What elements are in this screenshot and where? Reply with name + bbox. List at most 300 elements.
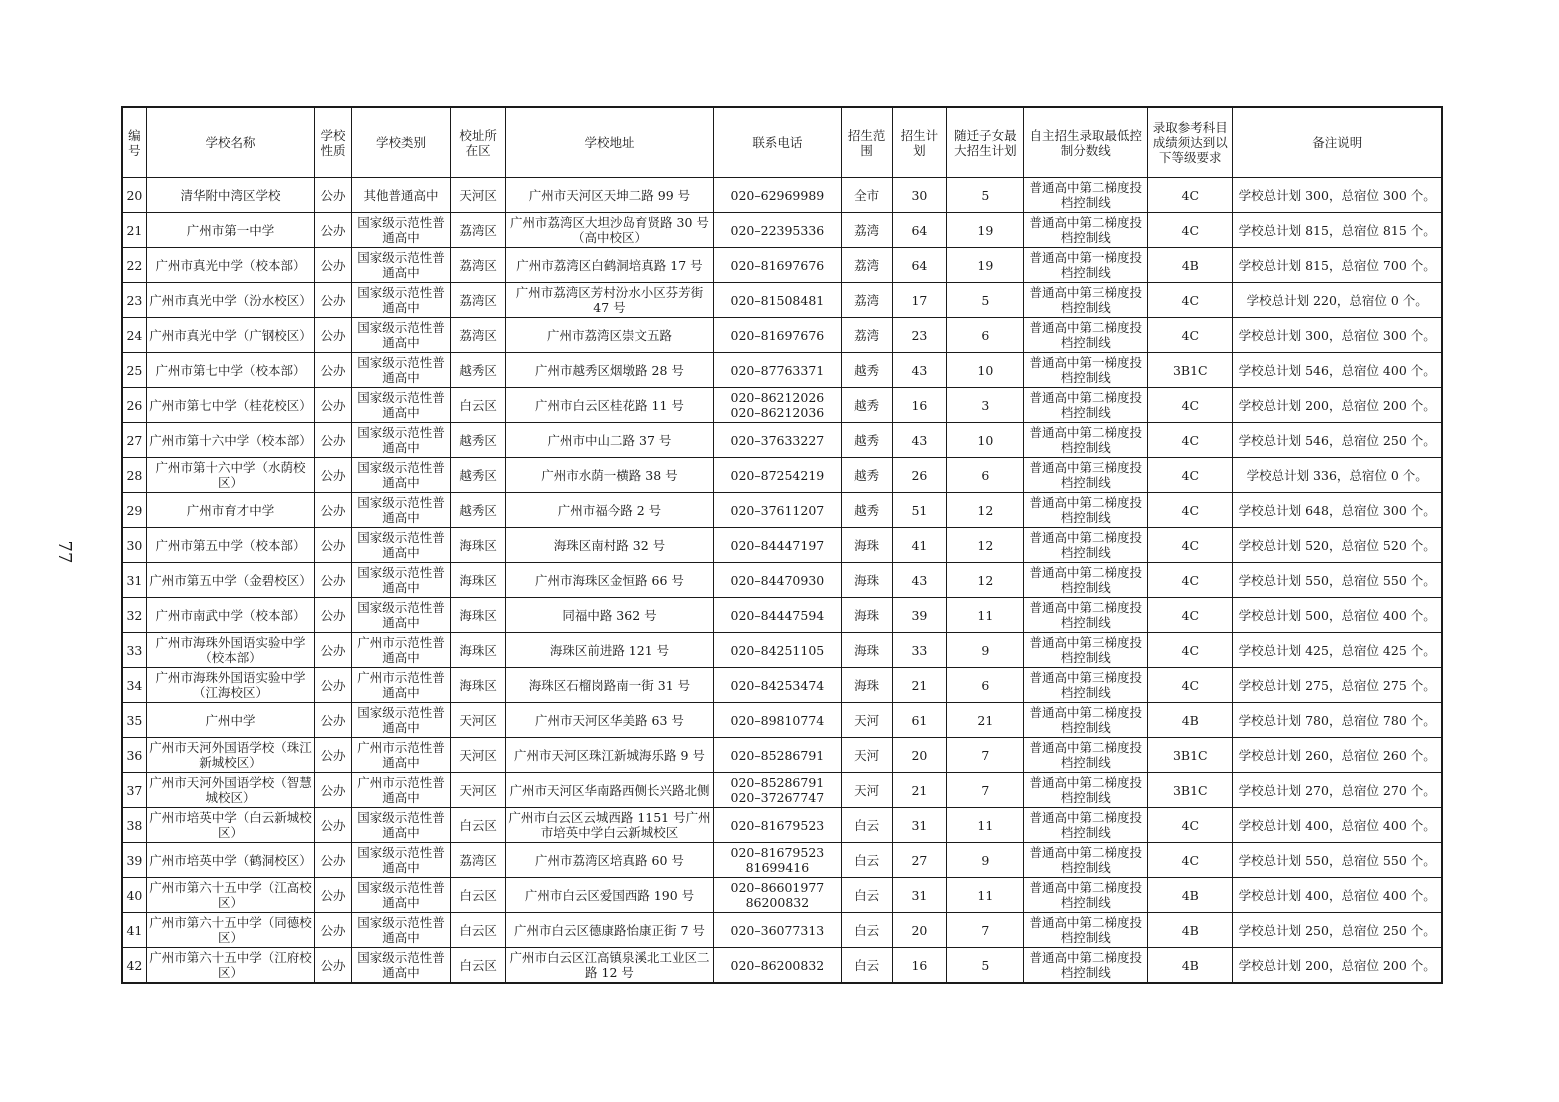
header-col-phone: 联系电话: [713, 107, 841, 178]
cell-enrollment-plan: 31: [892, 878, 947, 913]
table-row: [122, 318, 1442, 353]
cell-school-name: 广州市天河外国语学校（珠江新城校区）: [146, 738, 314, 773]
cell-grade-requirement: 4C: [1148, 388, 1233, 423]
cell-school-type: 其他普通高中: [351, 178, 450, 213]
table-row: [122, 738, 1442, 773]
header-col-enrollment-plan: 招生计划: [892, 107, 947, 178]
cell-number: 23: [122, 283, 146, 318]
cell-district: 荔湾区: [451, 213, 506, 248]
cell-enrollment-plan: 64: [892, 248, 947, 283]
cell-address: 广州市中山二路 37 号: [505, 423, 713, 458]
cell-school-type: 国家级示范性普通高中: [351, 353, 450, 388]
header-col-migrant-plan: 随迁子女最大招生计划: [947, 107, 1024, 178]
cell-school-name: 广州市南武中学（校本部）: [146, 598, 314, 633]
cell-phone: 020–22395336: [713, 213, 841, 248]
cell-school-type: 国家级示范性普通高中: [351, 563, 450, 598]
table-row: [122, 388, 1442, 423]
cell-number: 22: [122, 248, 146, 283]
cell-address: 广州市白云区云城西路 1151 号广州市培英中学白云新城校区: [505, 808, 713, 843]
cell-migrant-plan: 11: [947, 808, 1024, 843]
cell-school-name: 广州市第一中学: [146, 213, 314, 248]
cell-grade-requirement: 4C: [1148, 633, 1233, 668]
cell-district: 越秀区: [451, 353, 506, 388]
cell-school-type: 国家级示范性普通高中: [351, 843, 450, 878]
cell-school-type: 国家级示范性普通高中: [351, 528, 450, 563]
cell-migrant-plan: 19: [947, 213, 1024, 248]
cell-grade-requirement: 3B1C: [1148, 353, 1233, 388]
cell-district: 白云区: [451, 948, 506, 984]
cell-address: 广州市海珠区金恒路 66 号: [505, 563, 713, 598]
cell-school-nature: 公办: [315, 878, 352, 913]
cell-remarks: 学校总计划 815，总宿位 700 个。: [1233, 248, 1442, 283]
cell-grade-requirement: 4B: [1148, 948, 1233, 984]
cell-enrollment-plan: 23: [892, 318, 947, 353]
cell-enrollment-plan: 43: [892, 353, 947, 388]
cell-enrollment-scope: 越秀: [841, 353, 892, 388]
cell-school-type: 国家级示范性普通高中: [351, 808, 450, 843]
cell-school-type: 国家级示范性普通高中: [351, 318, 450, 353]
cell-migrant-plan: 6: [947, 458, 1024, 493]
cell-migrant-plan: 7: [947, 913, 1024, 948]
cell-district: 越秀区: [451, 458, 506, 493]
cell-number: 41: [122, 913, 146, 948]
cell-school-type: 国家级示范性普通高中: [351, 388, 450, 423]
cell-school-type: 国家级示范性普通高中: [351, 283, 450, 318]
cell-school-nature: 公办: [315, 283, 352, 318]
table-row: [122, 178, 1442, 213]
cell-number: 35: [122, 703, 146, 738]
table-row: [122, 948, 1442, 984]
cell-min-score: 普通高中第二梯度投档控制线: [1024, 178, 1148, 213]
header-col-school-type: 学校类别: [351, 107, 450, 178]
cell-phone: 020–86212026 020–86212036: [713, 388, 841, 423]
cell-remarks: 学校总计划 815，总宿位 815 个。: [1233, 213, 1442, 248]
cell-phone: 020–87254219: [713, 458, 841, 493]
cell-enrollment-scope: 海珠: [841, 668, 892, 703]
cell-phone: 020–89810774: [713, 703, 841, 738]
cell-address: 广州市白云区桂花路 11 号: [505, 388, 713, 423]
cell-school-name: 广州市海珠外国语实验中学（校本部）: [146, 633, 314, 668]
cell-phone: 020–81697676: [713, 318, 841, 353]
cell-grade-requirement: 4B: [1148, 878, 1233, 913]
cell-migrant-plan: 10: [947, 353, 1024, 388]
table-row: [122, 808, 1442, 843]
cell-number: 32: [122, 598, 146, 633]
table-row: [122, 458, 1442, 493]
cell-school-nature: 公办: [315, 668, 352, 703]
cell-district: 越秀区: [451, 423, 506, 458]
cell-grade-requirement: 4C: [1148, 318, 1233, 353]
cell-grade-requirement: 4C: [1148, 528, 1233, 563]
cell-migrant-plan: 11: [947, 598, 1024, 633]
cell-grade-requirement: 4C: [1148, 283, 1233, 318]
cell-address: 广州市福今路 2 号: [505, 493, 713, 528]
cell-min-score: 普通高中第二梯度投档控制线: [1024, 493, 1148, 528]
cell-remarks: 学校总计划 550，总宿位 550 个。: [1233, 563, 1442, 598]
cell-enrollment-plan: 20: [892, 913, 947, 948]
cell-min-score: 普通高中第二梯度投档控制线: [1024, 913, 1148, 948]
cell-remarks: 学校总计划 220，总宿位 0 个。: [1233, 283, 1442, 318]
cell-grade-requirement: 4B: [1148, 913, 1233, 948]
cell-phone: 020–81508481: [713, 283, 841, 318]
cell-migrant-plan: 5: [947, 283, 1024, 318]
cell-phone: 020–85286791: [713, 738, 841, 773]
cell-address: 广州市白云区江高镇泉溪北工业区二路 12 号: [505, 948, 713, 984]
cell-migrant-plan: 5: [947, 948, 1024, 984]
cell-district: 海珠区: [451, 598, 506, 633]
cell-number: 42: [122, 948, 146, 984]
cell-migrant-plan: 19: [947, 248, 1024, 283]
cell-min-score: 普通高中第二梯度投档控制线: [1024, 388, 1148, 423]
cell-district: 海珠区: [451, 528, 506, 563]
cell-phone: 020–86601977 86200832: [713, 878, 841, 913]
cell-remarks: 学校总计划 300，总宿位 300 个。: [1233, 178, 1442, 213]
admissions-table: [121, 106, 1443, 984]
cell-school-name: 广州市海珠外国语实验中学（江海校区）: [146, 668, 314, 703]
cell-grade-requirement: 4C: [1148, 563, 1233, 598]
header-col-remarks: 备注说明: [1233, 107, 1442, 178]
cell-remarks: 学校总计划 275，总宿位 275 个。: [1233, 668, 1442, 703]
table-row: [122, 598, 1442, 633]
cell-number: 38: [122, 808, 146, 843]
cell-district: 海珠区: [451, 668, 506, 703]
cell-enrollment-plan: 39: [892, 598, 947, 633]
cell-school-name: 广州市育才中学: [146, 493, 314, 528]
cell-phone: 020–37611207: [713, 493, 841, 528]
cell-grade-requirement: 4C: [1148, 598, 1233, 633]
cell-number: 39: [122, 843, 146, 878]
cell-remarks: 学校总计划 260，总宿位 260 个。: [1233, 738, 1442, 773]
cell-number: 36: [122, 738, 146, 773]
table-row: [122, 248, 1442, 283]
cell-remarks: 学校总计划 546，总宿位 250 个。: [1233, 423, 1442, 458]
cell-address: 广州市荔湾区白鹤洞培真路 17 号: [505, 248, 713, 283]
cell-grade-requirement: 4C: [1148, 423, 1233, 458]
cell-remarks: 学校总计划 400，总宿位 400 个。: [1233, 878, 1442, 913]
cell-enrollment-scope: 天河: [841, 703, 892, 738]
cell-grade-requirement: 4B: [1148, 703, 1233, 738]
cell-min-score: 普通高中第二梯度投档控制线: [1024, 948, 1148, 984]
cell-school-type: 广州市示范性普通高中: [351, 738, 450, 773]
cell-district: 白云区: [451, 878, 506, 913]
cell-enrollment-plan: 41: [892, 528, 947, 563]
cell-migrant-plan: 5: [947, 178, 1024, 213]
cell-min-score: 普通高中第二梯度投档控制线: [1024, 843, 1148, 878]
header-col-enrollment-scope: 招生范围: [841, 107, 892, 178]
cell-remarks: 学校总计划 300，总宿位 300 个。: [1233, 318, 1442, 353]
cell-school-nature: 公办: [315, 563, 352, 598]
cell-school-nature: 公办: [315, 528, 352, 563]
header-col-min-score: 自主招生录取最低控制分数线: [1024, 107, 1148, 178]
cell-school-type: 国家级示范性普通高中: [351, 703, 450, 738]
cell-phone: 020–37633227: [713, 423, 841, 458]
cell-migrant-plan: 7: [947, 773, 1024, 808]
cell-school-name: 广州市第十六中学（校本部）: [146, 423, 314, 458]
cell-school-nature: 公办: [315, 388, 352, 423]
cell-school-type: 国家级示范性普通高中: [351, 878, 450, 913]
table-row: [122, 283, 1442, 318]
cell-grade-requirement: 4C: [1148, 213, 1233, 248]
cell-school-name: 清华附中湾区学校: [146, 178, 314, 213]
cell-enrollment-scope: 荔湾: [841, 318, 892, 353]
cell-number: 40: [122, 878, 146, 913]
cell-school-type: 国家级示范性普通高中: [351, 423, 450, 458]
cell-school-name: 广州市第六十五中学（同德校区）: [146, 913, 314, 948]
cell-grade-requirement: 4B: [1148, 248, 1233, 283]
cell-number: 29: [122, 493, 146, 528]
cell-district: 越秀区: [451, 493, 506, 528]
cell-remarks: 学校总计划 780，总宿位 780 个。: [1233, 703, 1442, 738]
cell-school-type: 国家级示范性普通高中: [351, 493, 450, 528]
cell-enrollment-scope: 荔湾: [841, 248, 892, 283]
cell-school-name: 广州市第五中学（校本部）: [146, 528, 314, 563]
cell-school-nature: 公办: [315, 948, 352, 984]
cell-school-nature: 公办: [315, 633, 352, 668]
cell-migrant-plan: 21: [947, 703, 1024, 738]
cell-enrollment-plan: 61: [892, 703, 947, 738]
cell-number: 24: [122, 318, 146, 353]
cell-min-score: 普通高中第二梯度投档控制线: [1024, 563, 1148, 598]
cell-school-type: 国家级示范性普通高中: [351, 458, 450, 493]
cell-enrollment-plan: 31: [892, 808, 947, 843]
cell-enrollment-plan: 27: [892, 843, 947, 878]
cell-number: 34: [122, 668, 146, 703]
cell-school-type: 国家级示范性普通高中: [351, 948, 450, 984]
cell-school-nature: 公办: [315, 598, 352, 633]
cell-migrant-plan: 6: [947, 668, 1024, 703]
cell-grade-requirement: 4C: [1148, 493, 1233, 528]
header-col-address: 学校地址: [505, 107, 713, 178]
cell-migrant-plan: 10: [947, 423, 1024, 458]
cell-school-nature: 公办: [315, 493, 352, 528]
cell-min-score: 普通高中第二梯度投档控制线: [1024, 878, 1148, 913]
cell-school-name: 广州市真光中学（汾水校区）: [146, 283, 314, 318]
cell-school-nature: 公办: [315, 703, 352, 738]
cell-min-score: 普通高中第二梯度投档控制线: [1024, 423, 1148, 458]
table-row: [122, 773, 1442, 808]
table-row: [122, 213, 1442, 248]
table-row: [122, 913, 1442, 948]
cell-remarks: 学校总计划 200，总宿位 200 个。: [1233, 388, 1442, 423]
cell-enrollment-scope: 越秀: [841, 458, 892, 493]
cell-address: 海珠区石榴岗路南一街 31 号: [505, 668, 713, 703]
cell-enrollment-scope: 海珠: [841, 563, 892, 598]
cell-migrant-plan: 12: [947, 493, 1024, 528]
cell-migrant-plan: 11: [947, 878, 1024, 913]
table-row: [122, 633, 1442, 668]
cell-enrollment-scope: 海珠: [841, 528, 892, 563]
cell-grade-requirement: 4C: [1148, 458, 1233, 493]
cell-number: 37: [122, 773, 146, 808]
cell-remarks: 学校总计划 550，总宿位 550 个。: [1233, 843, 1442, 878]
table-row: [122, 668, 1442, 703]
cell-district: 天河区: [451, 178, 506, 213]
cell-enrollment-plan: 17: [892, 283, 947, 318]
cell-migrant-plan: 3: [947, 388, 1024, 423]
cell-district: 荔湾区: [451, 248, 506, 283]
table-row: [122, 493, 1442, 528]
cell-school-nature: 公办: [315, 913, 352, 948]
cell-remarks: 学校总计划 648，总宿位 300 个。: [1233, 493, 1442, 528]
table-body: [122, 178, 1442, 984]
cell-school-type: 国家级示范性普通高中: [351, 213, 450, 248]
cell-phone: 020–84251105: [713, 633, 841, 668]
cell-district: 天河区: [451, 773, 506, 808]
cell-enrollment-plan: 21: [892, 668, 947, 703]
cell-min-score: 普通高中第二梯度投档控制线: [1024, 738, 1148, 773]
cell-address: 广州市天河区华南路西侧长兴路北侧: [505, 773, 713, 808]
cell-enrollment-plan: 51: [892, 493, 947, 528]
cell-school-nature: 公办: [315, 213, 352, 248]
cell-enrollment-plan: 16: [892, 948, 947, 984]
cell-school-name: 广州市第七中学（桂花校区）: [146, 388, 314, 423]
cell-min-score: 普通高中第三梯度投档控制线: [1024, 668, 1148, 703]
cell-enrollment-scope: 白云: [841, 808, 892, 843]
cell-phone: 020–85286791 020–37267747: [713, 773, 841, 808]
cell-school-type: 广州市示范性普通高中: [351, 668, 450, 703]
cell-enrollment-plan: 21: [892, 773, 947, 808]
cell-min-score: 普通高中第二梯度投档控制线: [1024, 213, 1148, 248]
cell-district: 天河区: [451, 738, 506, 773]
cell-enrollment-plan: 43: [892, 423, 947, 458]
cell-remarks: 学校总计划 250，总宿位 250 个。: [1233, 913, 1442, 948]
cell-school-name: 广州市第六十五中学（江府校区）: [146, 948, 314, 984]
cell-enrollment-scope: 白云: [841, 843, 892, 878]
cell-phone: 020–87763371: [713, 353, 841, 388]
cell-address: 广州市天河区天坤二路 99 号: [505, 178, 713, 213]
cell-school-nature: 公办: [315, 423, 352, 458]
cell-phone: 020–81679523 81699416: [713, 843, 841, 878]
table-row: [122, 843, 1442, 878]
cell-grade-requirement: 4C: [1148, 178, 1233, 213]
cell-school-nature: 公办: [315, 773, 352, 808]
cell-enrollment-plan: 43: [892, 563, 947, 598]
cell-grade-requirement: 4C: [1148, 668, 1233, 703]
cell-number: 20: [122, 178, 146, 213]
cell-enrollment-scope: 荔湾: [841, 213, 892, 248]
cell-phone: 020–84447197: [713, 528, 841, 563]
cell-enrollment-plan: 16: [892, 388, 947, 423]
cell-school-name: 广州市培英中学（白云新城校区）: [146, 808, 314, 843]
cell-grade-requirement: 4C: [1148, 808, 1233, 843]
cell-school-name: 广州市第七中学（校本部）: [146, 353, 314, 388]
header-col-grade-requirement: 录取参考科目成绩须达到以下等级要求: [1148, 107, 1233, 178]
cell-address: 广州市天河区珠江新城海乐路 9 号: [505, 738, 713, 773]
cell-district: 荔湾区: [451, 843, 506, 878]
header-col-number: 编号: [122, 107, 146, 178]
cell-school-type: 广州市示范性普通高中: [351, 773, 450, 808]
cell-min-score: 普通高中第二梯度投档控制线: [1024, 773, 1148, 808]
cell-school-type: 国家级示范性普通高中: [351, 248, 450, 283]
cell-district: 天河区: [451, 703, 506, 738]
cell-min-score: 普通高中第二梯度投档控制线: [1024, 528, 1148, 563]
cell-remarks: 学校总计划 520，总宿位 520 个。: [1233, 528, 1442, 563]
header-col-school-name: 学校名称: [146, 107, 314, 178]
cell-school-nature: 公办: [315, 738, 352, 773]
cell-migrant-plan: 12: [947, 563, 1024, 598]
header-col-district: 校址所在区: [451, 107, 506, 178]
cell-remarks: 学校总计划 200，总宿位 200 个。: [1233, 948, 1442, 984]
cell-number: 28: [122, 458, 146, 493]
table-row: [122, 528, 1442, 563]
cell-enrollment-scope: 海珠: [841, 598, 892, 633]
cell-school-name: 广州市第十六中学（水荫校区）: [146, 458, 314, 493]
cell-migrant-plan: 6: [947, 318, 1024, 353]
cell-address: 海珠区前进路 121 号: [505, 633, 713, 668]
cell-min-score: 普通高中第一梯度投档控制线: [1024, 353, 1148, 388]
cell-remarks: 学校总计划 270，总宿位 270 个。: [1233, 773, 1442, 808]
cell-phone: 020–62969989: [713, 178, 841, 213]
cell-address: 同福中路 362 号: [505, 598, 713, 633]
cell-address: 广州市荔湾区大坦沙岛育贤路 30 号（高中校区）: [505, 213, 713, 248]
cell-min-score: 普通高中第一梯度投档控制线: [1024, 248, 1148, 283]
cell-address: 广州市荔湾区培真路 60 号: [505, 843, 713, 878]
cell-district: 白云区: [451, 388, 506, 423]
cell-enrollment-scope: 越秀: [841, 493, 892, 528]
cell-enrollment-scope: 白云: [841, 913, 892, 948]
cell-school-name: 广州市第五中学（金碧校区）: [146, 563, 314, 598]
cell-district: 荔湾区: [451, 318, 506, 353]
cell-number: 30: [122, 528, 146, 563]
cell-phone: 020–36077313: [713, 913, 841, 948]
cell-school-type: 广州市示范性普通高中: [351, 633, 450, 668]
table-row: [122, 353, 1442, 388]
table-row: [122, 423, 1442, 458]
cell-address: 广州市白云区德康路怡康正街 7 号: [505, 913, 713, 948]
cell-address: 广州市荔湾区崇文五路: [505, 318, 713, 353]
cell-school-name: 广州市真光中学（广钢校区）: [146, 318, 314, 353]
cell-migrant-plan: 12: [947, 528, 1024, 563]
cell-school-type: 国家级示范性普通高中: [351, 913, 450, 948]
cell-migrant-plan: 9: [947, 843, 1024, 878]
cell-enrollment-scope: 天河: [841, 773, 892, 808]
cell-district: 白云区: [451, 913, 506, 948]
cell-enrollment-scope: 白云: [841, 948, 892, 984]
cell-min-score: 普通高中第三梯度投档控制线: [1024, 458, 1148, 493]
cell-remarks: 学校总计划 546，总宿位 400 个。: [1233, 353, 1442, 388]
cell-school-nature: 公办: [315, 458, 352, 493]
cell-school-name: 广州市培英中学（鹤洞校区）: [146, 843, 314, 878]
table-row: [122, 563, 1442, 598]
cell-address: 广州市天河区华美路 63 号: [505, 703, 713, 738]
cell-migrant-plan: 7: [947, 738, 1024, 773]
cell-district: 白云区: [451, 808, 506, 843]
cell-grade-requirement: 4C: [1148, 843, 1233, 878]
cell-grade-requirement: 3B1C: [1148, 773, 1233, 808]
cell-enrollment-scope: 海珠: [841, 633, 892, 668]
cell-school-type: 国家级示范性普通高中: [351, 598, 450, 633]
cell-phone: 020–86200832: [713, 948, 841, 984]
cell-address: 广州市荔湾区芳村汾水小区芬芳街 47 号: [505, 283, 713, 318]
cell-enrollment-plan: 26: [892, 458, 947, 493]
cell-number: 33: [122, 633, 146, 668]
cell-school-name: 广州市第六十五中学（江高校区）: [146, 878, 314, 913]
cell-phone: 020–84447594: [713, 598, 841, 633]
cell-remarks: 学校总计划 336，总宿位 0 个。: [1233, 458, 1442, 493]
cell-address: 广州市白云区爱国西路 190 号: [505, 878, 713, 913]
cell-number: 26: [122, 388, 146, 423]
cell-address: 广州市水荫一横路 38 号: [505, 458, 713, 493]
cell-enrollment-scope: 白云: [841, 878, 892, 913]
cell-school-nature: 公办: [315, 808, 352, 843]
cell-district: 海珠区: [451, 633, 506, 668]
cell-address: 广州市越秀区烟墩路 28 号: [505, 353, 713, 388]
cell-min-score: 普通高中第二梯度投档控制线: [1024, 598, 1148, 633]
page-number: 77: [54, 540, 75, 564]
cell-enrollment-scope: 天河: [841, 738, 892, 773]
cell-school-name: 广州市真光中学（校本部）: [146, 248, 314, 283]
cell-school-nature: 公办: [315, 318, 352, 353]
